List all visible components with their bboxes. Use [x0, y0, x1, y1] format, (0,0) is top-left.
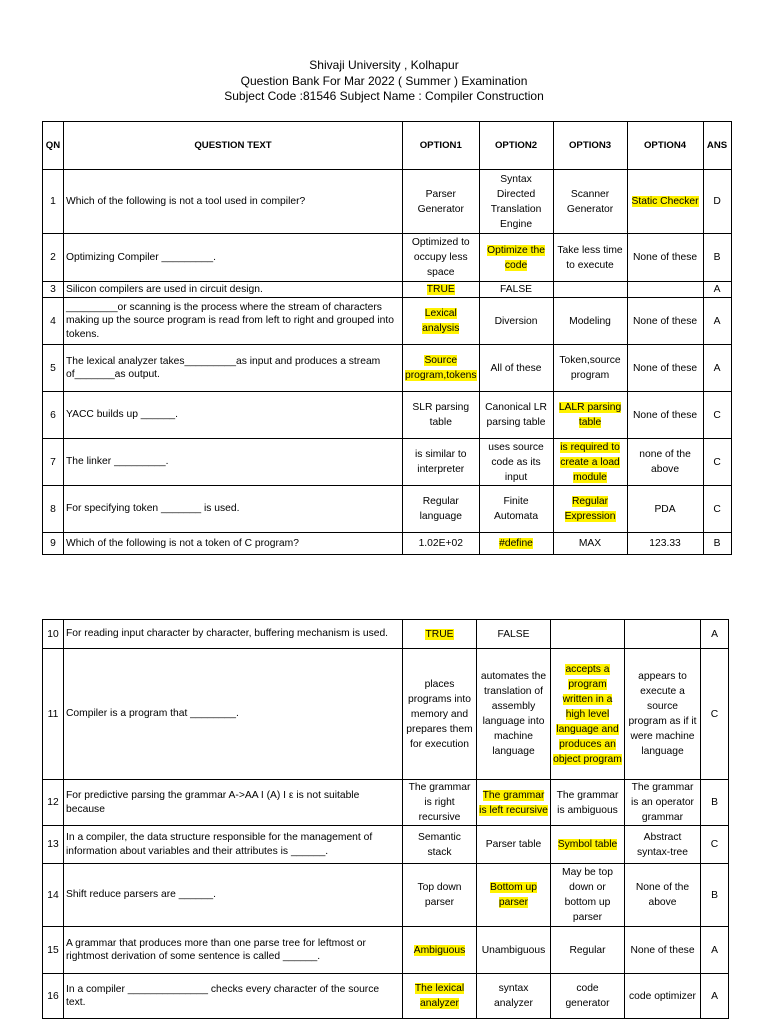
option-1-cell: [403, 486, 480, 533]
question-row: [43, 486, 732, 533]
option-2-cell: [477, 864, 551, 927]
question-text: Silicon compilers are used in circuit design.: [64, 282, 403, 298]
col-header-question-text: QUESTION TEXT: [64, 122, 403, 170]
option-2-text: Unambiguous: [481, 944, 546, 956]
question-table-1: [42, 121, 732, 555]
option-1-text: TRUE: [426, 284, 455, 295]
option-2-text: FALSE: [497, 628, 530, 640]
option-3-text: The grammar is ambiguous: [556, 789, 619, 816]
option-3-text: code generator: [565, 983, 610, 1009]
option-3-cell: [551, 927, 625, 974]
question-text: In a compiler, the data structure responsible for the management of information about variables and their attributes is ______.: [64, 826, 403, 864]
option-3-cell: [553, 170, 627, 234]
question-table-2: [42, 619, 729, 1019]
option-1-cell: [403, 620, 477, 649]
option-4-text: None of the above: [635, 882, 690, 908]
option-4-cell: [625, 826, 701, 864]
question-row: [43, 826, 729, 864]
option-2-text: All of these: [490, 362, 542, 374]
option-4-cell: [627, 170, 703, 234]
option-3-cell: [551, 620, 625, 649]
option-4-text: None of these: [632, 409, 698, 421]
option-4-text: none of the above: [639, 449, 691, 475]
answer-key: C: [701, 649, 729, 780]
option-2-text: Finite Automata: [493, 496, 539, 522]
option-1-cell: [403, 392, 480, 439]
question-number: 10: [43, 620, 64, 649]
option-3-cell: [553, 486, 627, 533]
option-3-text: is required to create a load module: [560, 441, 620, 483]
question-number: 16: [43, 974, 64, 1019]
option-1-text: places programs into memory and prepares them for execution: [406, 678, 473, 750]
question-text: The linker _________.: [64, 439, 403, 486]
option-1-text: is similar to interpreter: [415, 449, 467, 475]
option-4-cell: [627, 486, 703, 533]
option-3-text: Scanner Generator: [566, 188, 614, 215]
option-3-text: Regular: [569, 944, 606, 956]
option-1-text: Parser Generator: [417, 188, 464, 215]
option-2-cell: [479, 392, 553, 439]
option-2-text: syntax analyzer: [494, 983, 533, 1009]
option-3-cell: [553, 439, 627, 486]
question-number: 8: [43, 486, 64, 533]
option-4-cell: [625, 974, 701, 1019]
answer-key: A: [703, 298, 731, 345]
question-text: For predictive parsing the grammar A->AA I (A) I ε is not suitable because: [64, 780, 403, 826]
option-3-cell: [553, 298, 627, 345]
option-2-cell: [479, 298, 553, 345]
option-1-text: TRUE: [425, 628, 454, 640]
question-number: 3: [43, 282, 64, 298]
option-2-cell: [479, 234, 553, 282]
option-1-cell: [403, 974, 477, 1019]
option-3-cell: [551, 974, 625, 1019]
option-4-text: 123.33: [649, 538, 681, 549]
option-3-text: Regular Expression: [564, 496, 616, 522]
option-3-cell: [553, 392, 627, 439]
question-number: 15: [43, 927, 64, 974]
question-row: [43, 864, 729, 927]
option-3-text: MAX: [578, 538, 602, 549]
option-4-cell: [625, 649, 701, 780]
option-4-text: None of these: [632, 362, 698, 374]
option-4-cell: [625, 927, 701, 974]
col-header-option4: OPTION4: [627, 122, 703, 170]
subject-line: Subject Code :81546 Subject Name : Compiler Construction: [224, 89, 544, 103]
question-row: [43, 533, 732, 555]
university-name: Shivaji University , Kolhapur: [309, 58, 459, 72]
question-text: _________or scanning is the process where the stream of characters making up the source program is read from left to right and grouped into tokens.: [64, 298, 403, 345]
answer-key: B: [701, 780, 729, 826]
option-1-cell: [403, 439, 480, 486]
option-3-cell: [553, 533, 627, 555]
question-row: [43, 649, 729, 780]
question-text: Which of the following is not a tool used in compiler?: [64, 170, 403, 234]
option-1-text: Source program,tokens: [405, 355, 477, 381]
option-3-cell: [553, 282, 627, 298]
option-1-cell: [403, 780, 477, 826]
question-number: 13: [43, 826, 64, 864]
question-number: 11: [43, 649, 64, 780]
option-4-cell: [625, 780, 701, 826]
document-header: [0, 58, 768, 105]
option-4-text: code optimizer: [629, 990, 696, 1002]
option-1-text: SLR parsing table: [412, 402, 470, 428]
option-1-cell: [403, 826, 477, 864]
question-row: [43, 927, 729, 974]
option-2-text: Bottom up parser: [490, 882, 537, 908]
option-2-cell: [479, 282, 553, 298]
question-text: In a compiler ______________ checks every character of the source text.: [64, 974, 403, 1019]
option-2-cell: [477, 649, 551, 780]
option-1-text: Top down parser: [417, 882, 462, 908]
answer-key: A: [701, 620, 729, 649]
question-row: [43, 282, 732, 298]
answer-key: B: [703, 234, 731, 282]
option-4-text: appears to execute a source program as if it were machine language: [628, 671, 697, 757]
option-3-text: accepts a program written in a high level language and produces an object program: [553, 663, 622, 765]
question-text: A grammar that produces more than one parse tree for leftmost or rightmost derivation of some sentence is called ______.: [64, 927, 403, 974]
question-text: For reading input character by character, buffering mechanism is used.: [64, 620, 403, 649]
option-1-text: The lexical analyzer: [414, 983, 465, 1009]
option-2-text: Parser table: [485, 839, 542, 850]
option-1-cell: [403, 533, 480, 555]
option-1-cell: [403, 649, 477, 780]
option-1-text: Semantic stack: [418, 831, 461, 858]
col-header-option3: OPTION3: [553, 122, 627, 170]
answer-key: A: [701, 974, 729, 1019]
question-row: [43, 974, 729, 1019]
option-3-text: LALR parsing table: [558, 402, 622, 428]
question-row: [43, 170, 732, 234]
question-row: [43, 620, 729, 649]
option-2-cell: [477, 927, 551, 974]
answer-key: A: [703, 282, 731, 298]
question-row: [43, 298, 732, 345]
option-1-text: The grammar is right recursive: [408, 782, 471, 823]
question-row: [43, 392, 732, 439]
question-number: 14: [43, 864, 64, 927]
option-1-cell: [403, 927, 477, 974]
option-4-cell: [627, 282, 703, 298]
table-header-row: [43, 122, 732, 170]
option-4-cell: [627, 234, 703, 282]
option-4-cell: [627, 392, 703, 439]
option-3-cell: [553, 345, 627, 392]
option-3-text: Token,source program: [559, 355, 621, 381]
option-3-cell: [551, 780, 625, 826]
option-1-text: Optimized to occupy less space: [411, 237, 470, 278]
option-2-cell: [479, 486, 553, 533]
question-text: Shift reduce parsers are ______.: [64, 864, 403, 927]
option-1-text: Ambiguous: [413, 944, 466, 956]
option-3-cell: [551, 864, 625, 927]
answer-key: C: [701, 826, 729, 864]
col-header-option1: OPTION1: [403, 122, 480, 170]
question-text: Optimizing Compiler _________.: [64, 234, 403, 282]
question-text: YACC builds up ______.: [64, 392, 403, 439]
option-4-cell: [625, 864, 701, 927]
option-4-text: The grammar is an operator grammar: [631, 782, 694, 823]
question-text: For specifying token _______ is used.: [64, 486, 403, 533]
col-header-qn: QN: [43, 122, 64, 170]
option-4-text: Static Checker: [631, 196, 699, 207]
question-bank-title: Question Bank For Mar 2022 ( Summer ) Examination: [240, 73, 528, 88]
question-row: [43, 439, 732, 486]
option-1-cell: [403, 298, 480, 345]
option-4-cell: [625, 620, 701, 649]
option-2-cell: [479, 345, 553, 392]
option-1-cell: [403, 864, 477, 927]
option-2-cell: [479, 533, 553, 555]
question-number: 6: [43, 392, 64, 439]
option-4-cell: [627, 345, 703, 392]
option-4-cell: [627, 533, 703, 555]
answer-key: A: [703, 345, 731, 392]
option-4-cell: [627, 298, 703, 345]
option-3-cell: [551, 826, 625, 864]
option-1-text: 1.02E+02: [418, 538, 463, 549]
option-4-text: PDA: [654, 503, 676, 515]
answer-key: D: [703, 170, 731, 234]
option-2-text: Diversion: [494, 315, 538, 327]
answer-key: A: [701, 927, 729, 974]
question-number: 9: [43, 533, 64, 555]
option-3-cell: [553, 234, 627, 282]
option-2-cell: [477, 826, 551, 864]
question-number: 5: [43, 345, 64, 392]
question-number: 2: [43, 234, 64, 282]
question-row: [43, 345, 732, 392]
option-2-text: automates the translation of assembly language into machine language: [480, 671, 547, 757]
option-2-text: #define: [499, 538, 533, 549]
option-2-cell: [477, 974, 551, 1019]
option-1-cell: [403, 170, 480, 234]
question-number: 12: [43, 780, 64, 826]
option-2-cell: [477, 620, 551, 649]
option-3-cell: [551, 649, 625, 780]
option-3-text: Symbol table: [557, 839, 618, 850]
option-3-text: Modeling: [569, 315, 611, 327]
answer-key: C: [703, 439, 731, 486]
option-3-text: May be top down or bottom up parser: [562, 867, 613, 923]
option-4-text: None of these: [632, 315, 698, 327]
col-header-ans: ANS: [703, 122, 731, 170]
option-2-text: uses source code as its input: [488, 441, 544, 483]
answer-key: B: [701, 864, 729, 927]
option-1-cell: [403, 234, 480, 282]
option-2-cell: [479, 170, 553, 234]
answer-key: C: [703, 486, 731, 533]
question-number: 7: [43, 439, 64, 486]
option-2-text: FALSE: [500, 284, 533, 295]
option-4-text: None of these: [630, 944, 695, 956]
option-2-text: Optimize the code: [487, 244, 545, 271]
col-header-option2: OPTION2: [479, 122, 553, 170]
option-1-text: Lexical analysis: [422, 308, 460, 334]
question-number: 1: [43, 170, 64, 234]
option-2-cell: [477, 780, 551, 826]
question-row: [43, 234, 732, 282]
answer-key: C: [703, 392, 731, 439]
question-text: Which of the following is not a token of C program?: [64, 533, 403, 555]
option-4-text: Abstract syntax-tree: [637, 831, 688, 858]
option-1-cell: [403, 345, 480, 392]
option-4-text: None of these: [632, 252, 698, 263]
option-2-text: Syntax Directed Translation Engine: [490, 173, 542, 230]
question-row: [43, 780, 729, 826]
option-1-text: Regular language: [419, 496, 462, 522]
option-2-cell: [479, 439, 553, 486]
option-1-cell: [403, 282, 480, 298]
option-2-text: The grammar is left recursive: [479, 789, 548, 816]
option-4-cell: [627, 439, 703, 486]
option-3-text: Take less time to execute: [557, 244, 623, 271]
answer-key: B: [703, 533, 731, 555]
question-text: The lexical analyzer takes_________as input and produces a stream of_______as output.: [64, 345, 403, 392]
question-number: 4: [43, 298, 64, 345]
question-text: Compiler is a program that ________.: [64, 649, 403, 780]
option-2-text: Canonical LR parsing table: [485, 402, 547, 428]
